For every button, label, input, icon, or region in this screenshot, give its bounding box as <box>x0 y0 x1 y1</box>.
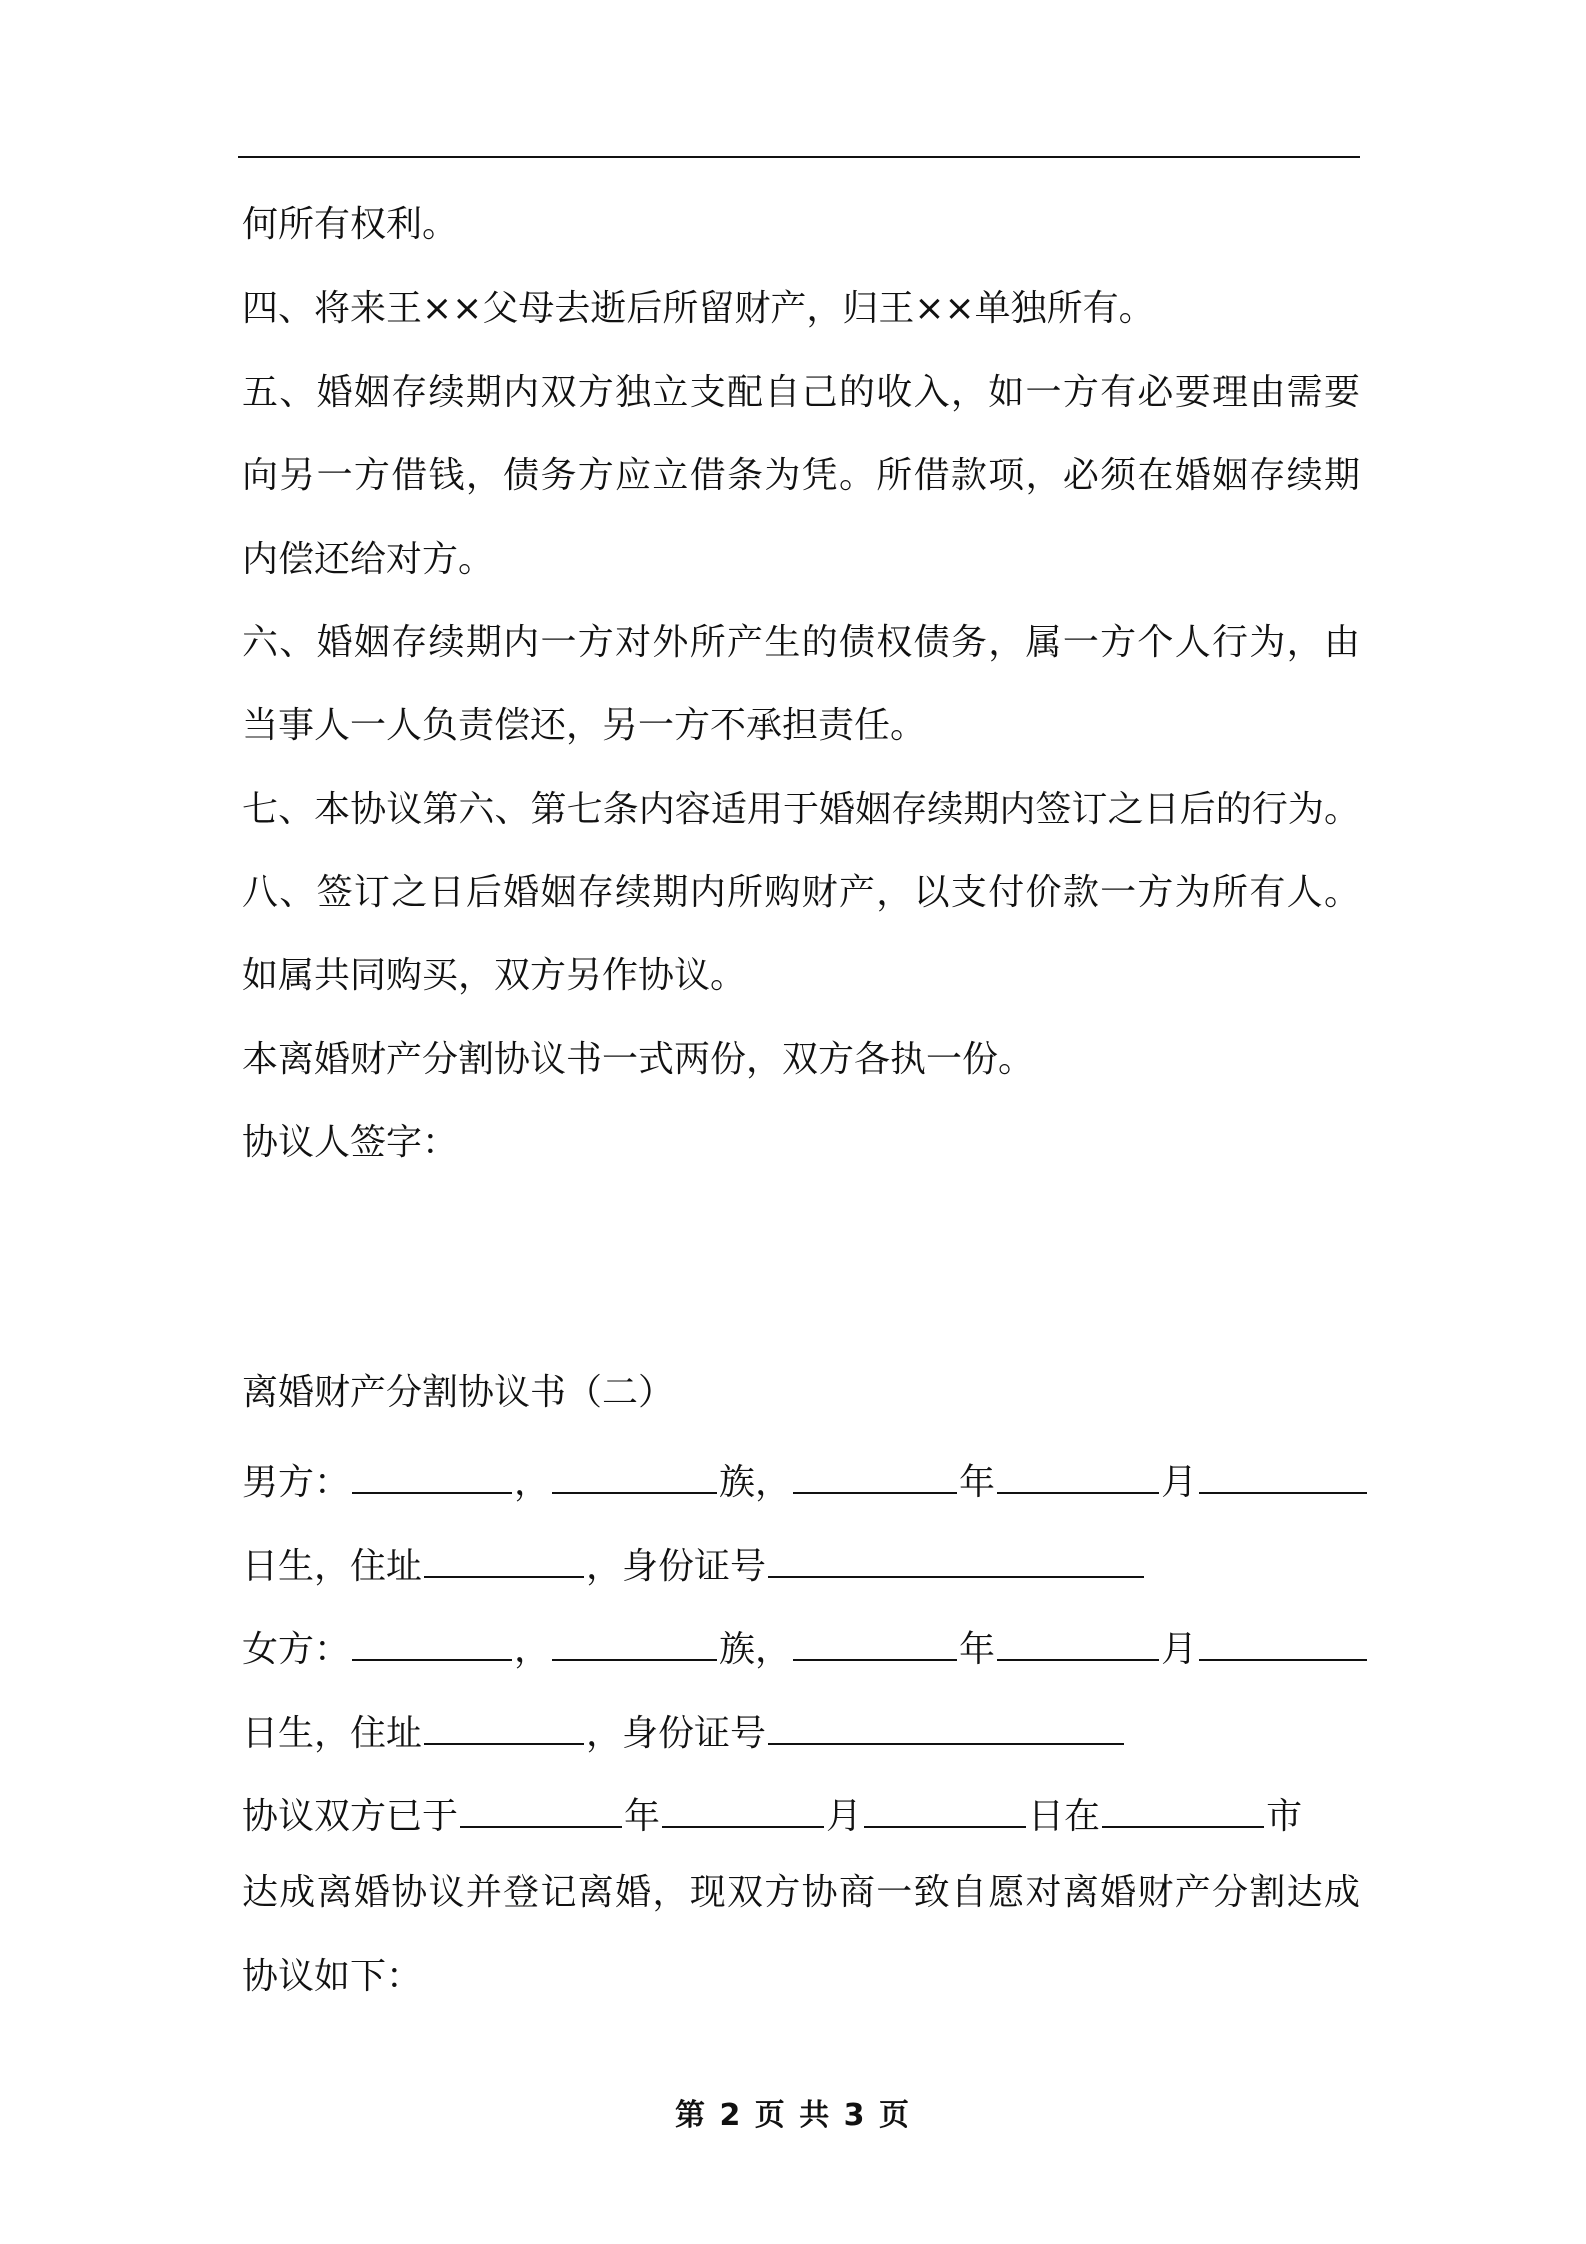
female-name-blank[interactable] <box>352 1619 512 1661</box>
female-ethnicity-label: 族， <box>719 1629 792 1670</box>
male-year-label: 年 <box>959 1462 996 1503</box>
male-separator: ， <box>514 1462 551 1503</box>
female-label: 女方： <box>242 1629 351 1670</box>
agreement-intro-line-2: 达成离婚协议并登记离婚，现双方协商一致自愿对离婚财产分割达成 <box>242 1872 1360 1913</box>
female-separator: ， <box>514 1629 551 1670</box>
paragraph-line: 六、婚姻存续期内一方对外所产生的债权债务，属一方个人行为，由 <box>242 622 1360 663</box>
male-month-label: 月 <box>1161 1462 1198 1503</box>
header-rule <box>238 156 1360 158</box>
female-info-line-1 <box>242 1619 1369 1674</box>
agreement-month-label: 月 <box>826 1796 863 1837</box>
female-month-label: 月 <box>1161 1629 1198 1670</box>
agreement-city-blank[interactable] <box>1102 1786 1264 1828</box>
section-title: 离婚财产分割协议书（二） <box>242 1372 675 1413</box>
female-id-label: ，身份证号 <box>586 1713 767 1754</box>
paragraph-line: 内偿还给对方。 <box>242 539 495 580</box>
paragraph-line: 如属共同购买，双方另作协议。 <box>242 955 747 996</box>
agreement-year-label: 年 <box>624 1796 661 1837</box>
paragraph-line: 五、婚姻存续期内双方独立支配自己的收入，如一方有必要理由需要 <box>242 372 1360 413</box>
agreement-month-blank[interactable] <box>662 1786 824 1828</box>
agreement-day-at-label: 日在 <box>1028 1796 1101 1837</box>
male-ethnicity-label: 族， <box>719 1462 792 1503</box>
male-id-blank[interactable] <box>768 1536 1144 1578</box>
male-year-blank[interactable] <box>793 1452 957 1494</box>
page-number-footer: 第 2 页 共 3 页 <box>675 2098 911 2133</box>
agreement-city-label: 市 <box>1266 1796 1303 1837</box>
male-id-label: ，身份证号 <box>586 1546 767 1587</box>
female-year-blank[interactable] <box>793 1619 957 1661</box>
signature-label: 协议人签字： <box>242 1122 459 1163</box>
male-month-blank[interactable] <box>997 1452 1159 1494</box>
paragraph-line: 四、将来王××父母去逝后所留财产，归王××单独所有。 <box>242 288 1155 329</box>
paragraph-line: 七、本协议第六、第七条内容适用于婚姻存续期内签订之日后的行为。 <box>242 789 1360 830</box>
female-ethnicity-blank[interactable] <box>552 1619 717 1661</box>
paragraph-line: 八、签订之日后婚姻存续期内所购财产，以支付价款一方为所有人。 <box>242 872 1360 913</box>
female-id-blank[interactable] <box>768 1703 1124 1745</box>
paragraph-line: 当事人一人负责偿还，另一方不承担责任。 <box>242 705 927 746</box>
agreement-day-blank[interactable] <box>864 1786 1026 1828</box>
agreement-prefix: 协议双方已于 <box>242 1796 459 1837</box>
male-label: 男方： <box>242 1462 351 1503</box>
male-address-blank[interactable] <box>424 1536 584 1578</box>
male-ethnicity-blank[interactable] <box>552 1452 717 1494</box>
male-name-blank[interactable] <box>352 1452 512 1494</box>
paragraph-line: 何所有权利。 <box>242 204 459 245</box>
female-born-address-label: 日生，住址 <box>242 1713 423 1754</box>
male-info-line-1 <box>242 1452 1369 1507</box>
female-info-line-2 <box>242 1703 1126 1758</box>
female-day-blank[interactable] <box>1199 1619 1367 1661</box>
male-info-line-2 <box>242 1536 1146 1591</box>
paragraph-line: 向另一方借钱，债务方应立借条为凭。所借款项，必须在婚姻存续期 <box>242 455 1360 496</box>
male-born-address-label: 日生，住址 <box>242 1546 423 1587</box>
female-address-blank[interactable] <box>424 1703 584 1745</box>
female-month-blank[interactable] <box>997 1619 1159 1661</box>
agreement-intro-line-3: 协议如下： <box>242 1956 423 1997</box>
female-year-label: 年 <box>959 1629 996 1670</box>
paragraph-line: 本离婚财产分割协议书一式两份，双方各执一份。 <box>242 1039 1035 1080</box>
male-day-blank[interactable] <box>1199 1452 1367 1494</box>
agreement-intro-line-1 <box>242 1786 1302 1841</box>
agreement-year-blank[interactable] <box>460 1786 622 1828</box>
